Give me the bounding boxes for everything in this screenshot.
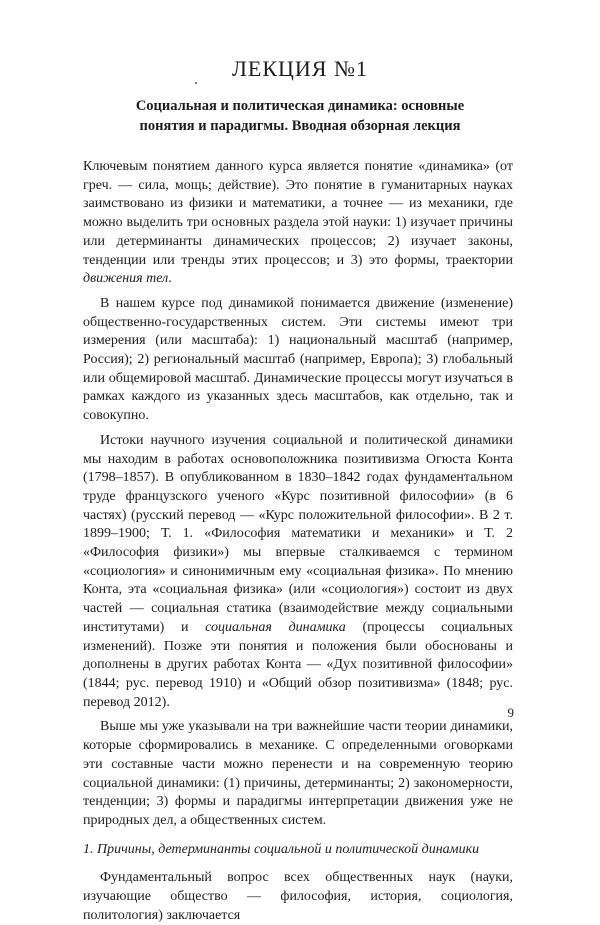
paragraph-4: Выше мы уже указывали на три важнейшие части теории динамики, которые сформировались в механике. С определенными оговорками эти составные части можно перенести и на современную теорию социальной динамики: (1) причины, детерминанты; 2) закономерности, тенденции; 3) формы и парадигмы интерпретации движения уже не природных дел, а общественных систем. (83, 719, 513, 828)
paper-speck (195, 82, 197, 84)
paragraph-3 (83, 432, 513, 713)
lecture-subtitle (60, 96, 540, 136)
paragraph-5: Фундаментальный вопрос всех общественных наук (науки, изучающие общество — философия, история, социология, политология) заключается (83, 870, 513, 923)
lecture-subtitle-line-1: Социальная и политическая динамика: основные (135, 98, 465, 114)
paragraph-3-end: (процессы социальных изменений). Позже эти понятия и положения были обоснованы и дополнены в других работах Конта — «Дух позитивной философии» (1844; рус. перевод 1910) и «Общий обзор позитивизма» (1848; рус. перевод 2012). (83, 619, 513, 710)
paragraph-3-text: Истоки научного изучения социальной и политической динамики мы находим в работах основоположника позитивизма Огюста Конта (1798–1857). В опубликованном в 1830–1842 годах фундаментальном труде французского ученого «Курс позитивной философии» (в 6 частях) (русский перевод — «Курс положительной философии». В 2 т. 1899–1900; Т. 1. «Философия математики и механики» и Т. 2 «Философия физики») мы впервые сталкиваемся с термином «социология» и синонимичным ему «социальная физика». По мнению Конта, эта «социальная физика» (или «социология») состоит из двух частей — социальная статика (взаимодействие между социальными институтами) и (83, 432, 513, 635)
page-number: 9 (507, 705, 514, 720)
paragraph-1-emphasis: движения тел (83, 271, 169, 287)
body-text (83, 158, 513, 925)
paragraph-1 (83, 158, 513, 289)
paragraph-3-emphasis: социальная динамика (205, 619, 346, 635)
paragraph-2: В нашем курсе под динамикой понимается движение (изменение) общественно-государственных систем. Эти системы имеют три измерения (или масштаба): 1) национальный масштаб (например, Россия); 2) региональный масштаб (например, Европа); 3) глобальный или общемировой масштаб. Динамические процессы могут изучаться в рамках каждого из указанных здесь масштабов, как отдельно, так и совокупно. (83, 295, 513, 424)
lecture-title: ЛЕКЦИЯ №1 (232, 56, 368, 81)
section-heading: 1. Причины, детерминанты социальной и политической динамики (83, 841, 480, 857)
paragraph-1-end: . (168, 271, 172, 287)
paragraph-1-text: Ключевым понятием данного курса является понятие «динамика» (от греч. — сила, мощь; действие). Это понятие в гуманитарных науках заимствовано из физики и математики, а точнее — из механики, где можно выделить три основных раздела этой науки: 1) изучает причины или детерминанты динамических процессов; 2) изучает законы, тенденции или тренды этих процессов; и 3) это формы, траектории (83, 159, 513, 268)
lecture-subtitle-line-2: понятия и парадигмы. Вводная обзорная лекция (139, 118, 461, 134)
